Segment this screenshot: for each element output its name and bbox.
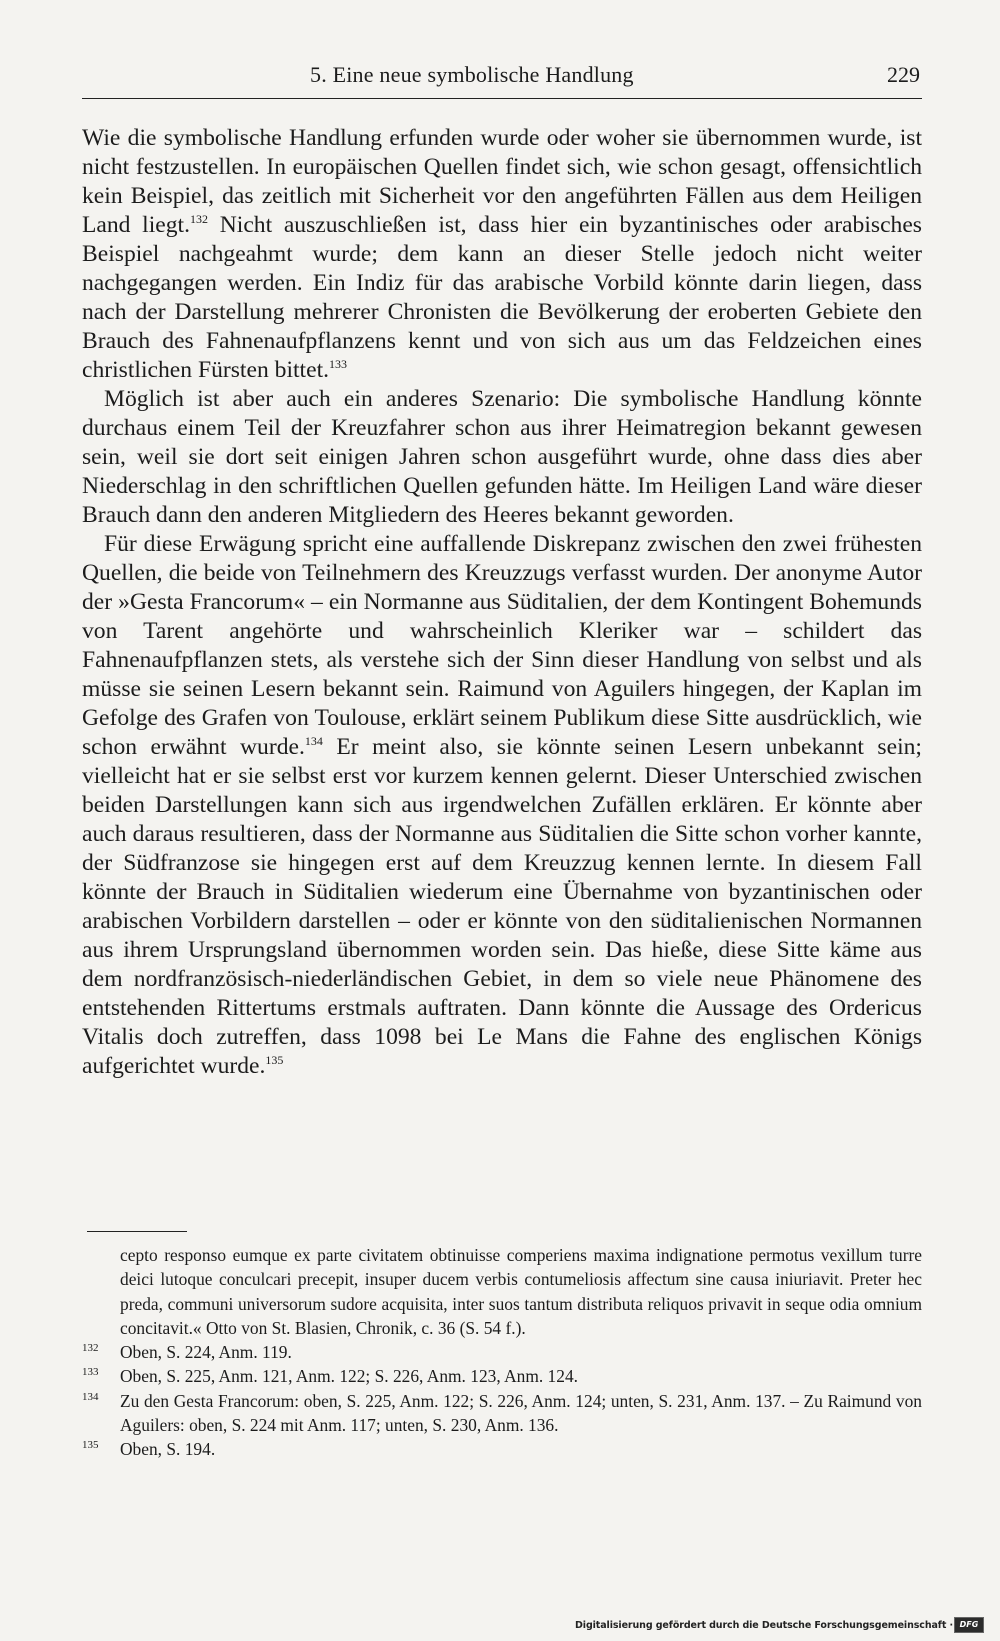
footnote-ref: 135 xyxy=(265,1053,284,1067)
footnote-number: 133 xyxy=(82,1366,99,1379)
chapter-title: 5. Eine neue symbolische Handlung xyxy=(310,62,634,87)
footnote-divider xyxy=(87,1231,187,1232)
text-run: Wie die symbolische Handlung erfunden wurde oder woher sie übernommen wurde, ist nicht festzustellen. In europäischen Quellen findet sich, wie schon gesagt, offensichtlich kein Beispiel, das zeitlich mit Sicherheit vor den angeführten Fällen aus dem Heiligen Land liegt. xyxy=(82,125,922,238)
body-paragraph xyxy=(82,124,922,385)
footnote-number: 132 xyxy=(82,1342,99,1355)
footnotes-section xyxy=(82,1243,922,1462)
footnote-text: Oben, S. 225, Anm. 121, Anm. 122; S. 226, Anm. 123, Anm. 124. xyxy=(120,1366,578,1387)
footnote-number: 134 xyxy=(82,1390,99,1403)
footnote-number: 135 xyxy=(82,1439,99,1452)
footnote xyxy=(82,1364,922,1388)
footnote xyxy=(82,1340,922,1364)
footnote-text: Zu den Gesta Francorum: oben, S. 225, Anm. 122; S. 226, Anm. 124; unten, S. 231, Anm. 137. – Zu Raimund von Aguilers: oben, S. 224 mit Anm. 117; unten, S. 230, Anm. 136. xyxy=(120,1390,922,1436)
footnote xyxy=(82,1437,922,1461)
page-number: 229 xyxy=(887,62,920,87)
body-paragraph xyxy=(82,530,922,1081)
text-run: Er meint also, sie könnte seinen Lesern unbekannt sein; vielleicht hat er sie selbst erst vor kurzem kennen gelernt. Dieser Unterschied zwischen beiden Darstellungen kann sich aus irgendwelchen Zufällen erklären. Er könnte aber auch daraus resultieren, dass der Normanne aus Süditalien die Sitte schon vorher kannte, der Südfranzose sie hingegen erst auf dem Kreuzzug kennen lernte. In diesem Fall könnte der Brauch in Süditalien wiederum eine Übernahme von byzantinischen oder arabischen Vorbildern darstellen – oder er könnte von den süditalienischen Normannen aus ihrem Ursprungsland übernommen worden sein. Das hieße, diese Sitte käme aus dem nordfranzösisch-niederländischen Gebiet, in dem so viele neue Phänomene des entstehenden Rittertums erstmals auftraten. Dann könnte die Aussage des Ordericus Vitalis doch zutreffen, dass 1098 bei Le Mans die Fahne des englischen Königs aufgerichtet wurde. xyxy=(82,734,922,1079)
digitization-note: Digitalisierung gefördert durch die Deutsche Forschungsgemeinschaft · xyxy=(575,1620,953,1631)
footnote-text: Oben, S. 224, Anm. 119. xyxy=(120,1342,292,1363)
text-run: Nicht auszuschließen ist, dass hier ein byzantinisches oder arabisches Beispiel nachgeahmt wurde; dem kann an dieser Stelle jedoch nicht weiter nachgegangen werden. Ein Indiz für das arabische Vorbild könnte darin liegen, dass nach der Darstellung mehrerer Chronisten die Bevölkerung der eroberten Gebiete den Brauch des Fahnenaufpflanzens kennt und von sich aus um das Feldzeichen eines christlichen Fürsten bittet. xyxy=(82,212,922,383)
text-run: Für diese Erwägung spricht eine auffallende Diskrepanz zwischen den zwei frühesten Quellen, die beide von Teilnehmern des Kreuzzugs verfasst wurden. Der anonyme Autor der »Gesta Francorum« – ein Normanne aus Süditalien, der dem Kontingent Bohemunds von Tarent angehörte und wahrscheinlich Kleriker war – schildert das Fahnenaufpflanzen stets, als verstehe sich der Sinn dieser Handlung von selbst und als müsse sie seinen Lesern bekannt sein. Raimund von Aguilers hingegen, der Kaplan im Gefolge des Grafen von Toulouse, erklärt seinem Publikum diese Sitte ausdrücklich, wie schon erwähnt wurde. xyxy=(82,531,922,760)
footnote-list xyxy=(82,1340,922,1461)
running-header xyxy=(82,62,922,99)
main-text xyxy=(82,124,922,1081)
body-paragraph xyxy=(82,385,922,530)
footnote-ref: 134 xyxy=(304,734,323,748)
footnote-ref: 132 xyxy=(190,212,209,226)
footnote xyxy=(82,1389,922,1438)
footnote-ref: 133 xyxy=(329,357,348,371)
text-run: Möglich ist aber auch ein anderes Szenario: Die symbolische Handlung könnte durchaus einem Teil der Kreuzfahrer schon aus ihrer Heimatregion bekannt gewesen sein, weil sie dort seit einigen Jahren schon ausgeführt wurde, ohne dass dies aber Niederschlag in den schriftlichen Quellen gefunden hätte. Im Heiligen Land wäre dieser Brauch dann den anderen Mitgliedern des Heeres bekannt geworden. xyxy=(82,386,922,528)
footnote-continuation: cepto responso eumque ex parte civitatem obtinuisse comperiens maxima indignatione permotus vexillum turre deici lutoque conculcari precepit, insuper ducem verbis contumeliosis affectum sine causa iniuriavit. Preter hec preda, communi universorum sudore acquisita, inter suos tantum distributa reliquos privavit in seque odia omnium concitavit.« Otto von St. Blasien, Chronik, c. 36 (S. 54 f.). xyxy=(120,1245,922,1338)
footnote-text: Oben, S. 194. xyxy=(120,1439,216,1460)
dfg-logo: DFG xyxy=(954,1617,984,1633)
